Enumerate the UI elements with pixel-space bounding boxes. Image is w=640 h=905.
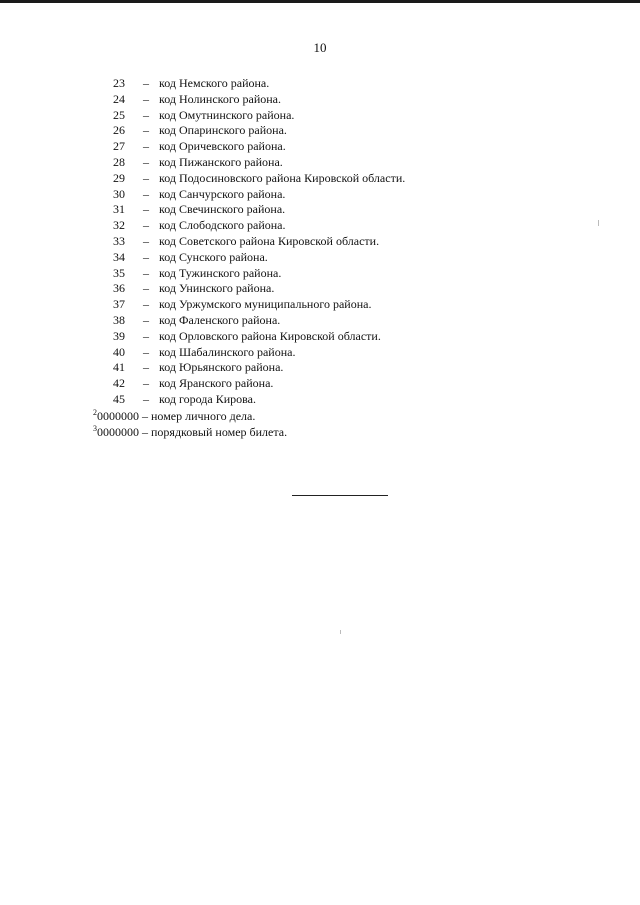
code-number: 40 (113, 344, 125, 359)
code-description: код Орловского района Кировской области. (159, 328, 381, 343)
code-row (0, 266, 640, 282)
code-description: код Тужинского района. (159, 265, 282, 280)
code-row (0, 376, 640, 392)
code-description: код Санчурского района. (159, 186, 286, 201)
code-dash: – (143, 391, 149, 406)
code-row (0, 155, 640, 171)
code-row (0, 171, 640, 187)
code-dash: – (143, 297, 149, 312)
code-row (0, 218, 640, 234)
code-number: 32 (113, 218, 125, 233)
footnote-mark: 2 (93, 408, 97, 417)
code-description: код Уржумского муниципального района. (159, 297, 372, 312)
code-description: код Омутнинского района. (159, 107, 295, 122)
code-row (0, 392, 640, 408)
code-dash: – (143, 76, 149, 90)
code-dash: – (143, 170, 149, 185)
code-dash: – (143, 281, 149, 296)
code-number: 45 (113, 391, 125, 406)
code-description: код Советского района Кировской области. (159, 233, 380, 248)
code-dash: – (143, 328, 149, 343)
code-dash: – (143, 186, 149, 201)
code-dash: – (143, 107, 149, 122)
code-description: код города Кирова. (159, 391, 256, 406)
page-number: 10 (313, 40, 327, 55)
code-number: 35 (113, 265, 125, 280)
code-row (0, 123, 640, 139)
end-of-section-line (292, 495, 388, 496)
district-code-list (0, 76, 640, 408)
footnotes (93, 409, 287, 441)
code-dash: – (143, 154, 149, 169)
code-description: код Шабалинского района. (159, 344, 296, 359)
code-description: код Нолинского района. (159, 91, 281, 106)
code-description: код Оричевского района. (159, 139, 286, 154)
scan-speck (340, 630, 341, 634)
code-number: 27 (113, 139, 125, 154)
code-row (0, 139, 640, 155)
code-description: код Слободского района. (159, 218, 286, 233)
code-number: 28 (113, 154, 125, 169)
code-dash: – (143, 91, 149, 106)
footnote-text: 0000000 – порядковый номер билета. (97, 424, 288, 439)
code-row (0, 92, 640, 108)
code-row (0, 313, 640, 329)
scan-speck (598, 220, 599, 226)
code-number: 37 (113, 297, 125, 312)
code-dash: – (143, 233, 149, 248)
code-row (0, 297, 640, 313)
code-description: код Фаленского района. (159, 312, 281, 327)
code-description: код Сунского района. (159, 249, 268, 264)
code-number: 41 (113, 360, 125, 375)
code-number: 29 (113, 170, 125, 185)
code-number: 24 (113, 91, 125, 106)
code-description: код Подосиновского района Кировской области. (159, 170, 406, 185)
code-row (0, 234, 640, 250)
code-row (0, 281, 640, 297)
code-dash: – (143, 139, 149, 154)
code-dash: – (143, 249, 149, 264)
code-description: код Яранского района. (159, 376, 274, 391)
footnote (93, 425, 287, 441)
code-description: код Юрьянского района. (159, 360, 284, 375)
code-dash: – (143, 360, 149, 375)
footnote (93, 409, 287, 425)
top-border-line (0, 0, 640, 3)
code-dash: – (143, 202, 149, 217)
code-dash: – (143, 344, 149, 359)
code-row (0, 250, 640, 266)
code-dash: – (143, 265, 149, 280)
code-row (0, 360, 640, 376)
code-description: код Унинского района. (159, 281, 275, 296)
code-row (0, 202, 640, 218)
code-description: код Опаринского района. (159, 123, 287, 138)
code-description: код Свечинского района. (159, 202, 286, 217)
footnote-text: 0000000 – номер личного дела. (97, 409, 256, 423)
code-row (0, 187, 640, 203)
code-number: 34 (113, 249, 125, 264)
code-number: 23 (113, 76, 125, 90)
code-dash: – (143, 218, 149, 233)
code-dash: – (143, 376, 149, 391)
code-description: код Пижанского района. (159, 154, 283, 169)
code-number: 36 (113, 281, 125, 296)
code-row (0, 329, 640, 345)
code-number: 30 (113, 186, 125, 201)
code-number: 38 (113, 312, 125, 327)
code-number: 39 (113, 328, 125, 343)
code-number: 26 (113, 123, 125, 138)
footnote-mark: 3 (93, 423, 97, 433)
code-dash: – (143, 312, 149, 327)
code-number: 25 (113, 107, 125, 122)
code-description: код Немского района. (159, 76, 270, 90)
code-row (0, 76, 640, 92)
code-number: 42 (113, 376, 125, 391)
code-row (0, 108, 640, 124)
code-dash: – (143, 123, 149, 138)
code-number: 31 (113, 202, 125, 217)
code-number: 33 (113, 233, 125, 248)
code-row (0, 345, 640, 361)
